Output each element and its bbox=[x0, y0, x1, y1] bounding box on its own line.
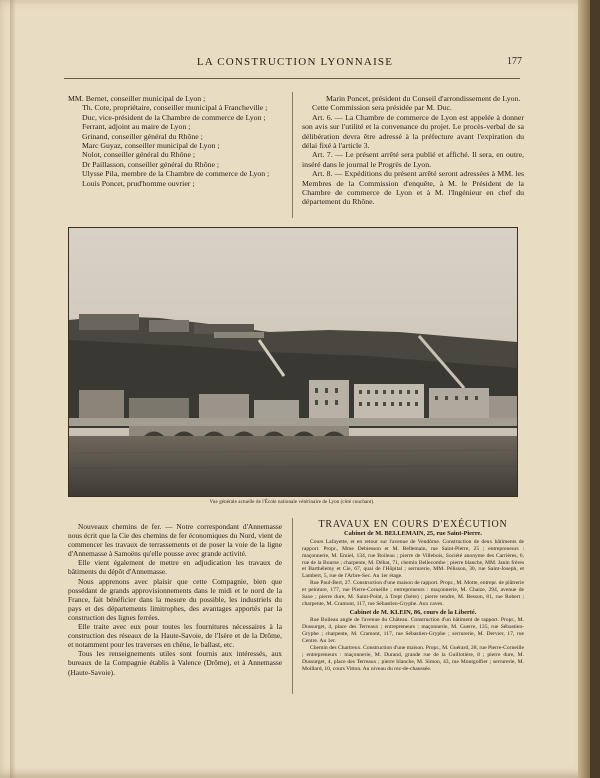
work-entry: Chemin des Chartreux. Construction d'une maison. Propr., M. Guérard, 28, rue Pierre-Corneille ; entrepreneurs : maçonnerie, M. Durand, grande rue de la Guillotière, 8 ; pierre dure, M. Dussurget, 4, place des Terreaux ; pierre blanche, M. Simon, 43, rue Montgolfier ; serrurerie, M. Moillard, 10, cours Vitton. Au niveau du rez-de-chaussée. bbox=[302, 644, 524, 672]
article-paragraph: Art. 7. — Le présent arrêté sera publié et affiché. Il sera, en outre, inséré dans le journal le Progrès de Lyon. bbox=[302, 150, 524, 169]
photograph bbox=[68, 227, 518, 497]
cabinet-heading: Cabinet de M. KLEIN, 86, cours de la Liberté. bbox=[349, 608, 477, 616]
cabinet-heading: Cabinet de M. BELLEMAIN, 25, rue Saint-Pierre. bbox=[344, 530, 482, 538]
running-header: LA CONSTRUCTION LYONNAISE bbox=[196, 56, 394, 68]
page-edge bbox=[578, 0, 590, 778]
work-entry: Rue Paul-Bert, 27. Construction d'une maison de rapport. Propr., M. Motte, entrepr. de plâtrerie et peinture, 177, rue Pierre-Corneille ; entrepreneurs : maçonnerie, M. Chaize, 294, avenue de Saxe ; pierre dure, M. Saint-Point, à Trept (Isère) ; pierre tendre, M. Besson, 81, rue Robert ; charpente, M. Cramont, 117, rue Sébastien-Gryphe. Aux caves. bbox=[302, 580, 524, 607]
page-number: 177 bbox=[507, 56, 522, 67]
member-line: Louis Poncet, prud'homme ouvrier ; bbox=[82, 178, 195, 188]
member-line: Grinand, conseiller général du Rhône ; bbox=[82, 131, 203, 141]
ecole-veterinaire-photo bbox=[69, 228, 517, 496]
article-paragraph: Elle vient également de mettre en adjudication les travaux de bâtiments du dépôt d'Annemasse. bbox=[68, 558, 282, 577]
binding-shadow bbox=[10, 0, 16, 778]
column-separator bbox=[292, 92, 293, 218]
arrete-articles bbox=[302, 94, 524, 207]
member-line: Nolot, conseiller général du Rhône ; bbox=[82, 150, 196, 160]
work-entry: Cours Lafayette, et en retour sur l'avenue de Vendôme. Construction de deux bâtiments de rapport. Propr., Mme Debiesson et M. Bellemain, rue Saint-Pierre, 25 ; entrepreneurs : maçonnerie, M. Emiel, 134, rue Boileau ; pierre de Villebois, Société anonyme des Carrières, 6, rue de la Bourse ; charpente, M. Débat, 71, chemin Bellecombe ; pierre blanche, MM. Janin frères et Barthélemy et Cie, 67, quai de l'Hôpital ; serrurerie, MM. Pélisson, 30, rue Saint-Joseph, et Lambert, 5, rue de l'Arbre-Sec. Au 1er étage. bbox=[302, 538, 524, 580]
article-paragraph: Nouveaux chemins de fer. — Notre correspondant d'Annemasse nous écrit que la Cie des chemins de fer économiques du Nord, vient de commencer les travaux de terrassements et de poser la voie de la ligne d'Annemasse à Samoëns qu'elle pousse avec grande activité. bbox=[68, 522, 282, 559]
cabinet-entries bbox=[302, 539, 524, 608]
member-line: Duc, vice-président de la Chambre de commerce de Lyon ; bbox=[82, 112, 266, 122]
member-line: Dr Paillasson, conseiller général du Rhône ; bbox=[82, 159, 220, 169]
member-line: Marc Guyaz, conseiller municipal de Lyon ; bbox=[82, 141, 220, 151]
article-paragraph: Elle traite avec eux pour toutes les fournitures nécessaires à la construction des réseaux de la Haute-Savoie, de l'Isère et de la Drôme, et notamment pour les traverses en chêne, le ballast, etc. bbox=[68, 622, 282, 650]
member-line: Th. Cote, propriétaire, conseiller municipal à Francheville ; bbox=[82, 103, 268, 113]
article-paragraph: Tous les renseignements utiles sont fournis aux intéressés, aux bureaux de la Compagnie établis à Valence (Drôme), et à Annemasse (Haute-Savoie). bbox=[68, 649, 282, 677]
article-paragraph: Cette Commission sera présidée par M. Duc. bbox=[312, 103, 452, 113]
article-paragraph: Marin Poncet, président du Conseil d'arrondissement de Lyon. bbox=[326, 94, 521, 103]
commission-members-list bbox=[68, 94, 283, 188]
header-rule bbox=[64, 78, 520, 79]
member-line: Ulysse Pila, membre de la Chambre de commerce de Lyon ; bbox=[82, 169, 270, 179]
article-paragraph: Art. 6. — La Chambre de commerce de Lyon est appelée à donner son avis sur l'utilité et la convenance du projet. Le procès-verbal de sa délibération devra être adressé à la préfecture avant l'expiration du délai fixé à l'article 3. bbox=[302, 112, 524, 151]
cabinet-entries bbox=[302, 617, 524, 672]
column-separator bbox=[292, 518, 293, 694]
work-entry: Rue Boileau angle de l'avenue du Château. Construction d'un bâtiment de rapport. Propr., M. Dussurget, 4, place des Terreaux ; entrepreneurs : maçonnerie, M. Guerre, 135, rue Sébastien-Gryphe ; charpente, M. Cramont, 117, rue Sébastien-Gryphe ; serrurerie, M. Dervier, 17, rue Centre. Au 1er. bbox=[302, 617, 524, 644]
article-paragraph: Nous apprenons avec plaisir que cette Compagnie, bien que possédant de grands approvisionnements dans le midi et le nord de la France, fait bénéficier dans la mesure du possible, les industriels du pays et des départements limitrophes, des avantages apportés par la construction des lignes ferrées. bbox=[68, 576, 282, 622]
works-in-progress-section bbox=[302, 520, 524, 673]
member-line: MM. Bernet, conseiller municipal de Lyon ; bbox=[68, 94, 206, 103]
photo-caption: Vue générale actuelle de l'École nationale vétérinaire de Lyon (côté couchant). bbox=[209, 500, 375, 505]
article-paragraph: Art. 8. — Expéditions du présent arrêté seront adressées à MM. les Membres de la Commission d'enquête, à M. le Président de la Chambre de commerce de Lyon et à M. l'Ingénieur en chef du département du Rhône. bbox=[302, 169, 524, 207]
section-title: TRAVAUX EN COURS D'EXÉCUTION bbox=[318, 519, 508, 530]
member-line: Ferrant, adjoint au maire de Lyon ; bbox=[82, 122, 191, 132]
railway-news-article bbox=[68, 522, 282, 677]
